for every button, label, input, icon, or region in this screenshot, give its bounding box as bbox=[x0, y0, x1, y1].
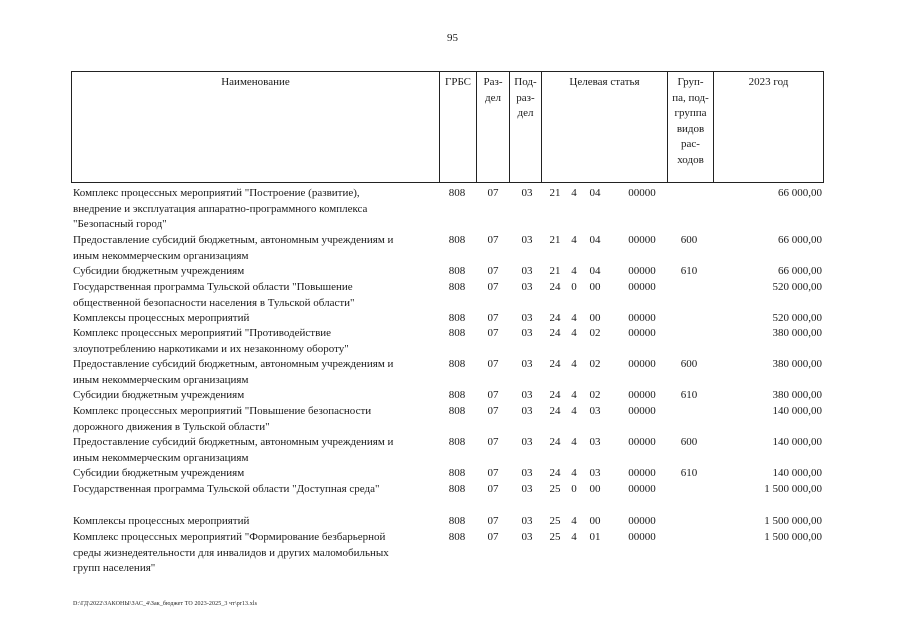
cell-name: Субсидии бюджетным учреждениям bbox=[73, 265, 245, 277]
cell-podr: 03 bbox=[521, 483, 533, 495]
cell-name: Комплекс процессных мероприятий "Повышение безопасности дорожного движения в Тульской области" bbox=[73, 405, 372, 433]
cell-sum: 140 000,00 bbox=[772, 467, 822, 479]
cell-cs4: 00000 bbox=[628, 515, 656, 527]
cell-cs3: 03 bbox=[589, 436, 601, 448]
cell-cs2: 4 bbox=[571, 234, 577, 246]
table-header bbox=[71, 71, 824, 183]
cell-cs2: 4 bbox=[571, 405, 577, 417]
cell-podr: 03 bbox=[521, 265, 533, 277]
cell-podr: 03 bbox=[521, 436, 533, 448]
cell-sum: 380 000,00 bbox=[772, 327, 822, 339]
cell-name: Комплекс процессных мероприятий "Построение (развитие), внедрение и эксплуатация аппаратно-программного комплекса "Безопасный город" bbox=[73, 187, 368, 230]
cell-sum: 380 000,00 bbox=[772, 358, 822, 370]
cell-name: Предоставление субсидий бюджетным, автономным учреждениям и иным некоммерческим организациям bbox=[73, 234, 394, 262]
cell-cs2: 4 bbox=[571, 265, 577, 277]
cell-cs1: 24 bbox=[549, 358, 561, 370]
cell-grbs: 808 bbox=[448, 389, 466, 401]
page-number: 95 bbox=[447, 32, 458, 44]
cell-sum: 380 000,00 bbox=[772, 389, 822, 401]
cell-sum: 66 000,00 bbox=[778, 234, 822, 246]
cell-grbs: 808 bbox=[448, 515, 466, 527]
cell-cs2: 4 bbox=[571, 436, 577, 448]
cell-cs4: 00000 bbox=[628, 327, 656, 339]
cell-podr: 03 bbox=[521, 187, 533, 199]
cell-razd: 07 bbox=[487, 234, 499, 246]
cell-cs3: 04 bbox=[589, 265, 601, 277]
cell-sum: 140 000,00 bbox=[772, 405, 822, 417]
cell-cs4: 00000 bbox=[628, 187, 656, 199]
cell-cs3: 00 bbox=[589, 515, 601, 527]
cell-razd: 07 bbox=[487, 405, 499, 417]
cell-sum: 1 500 000,00 bbox=[764, 531, 822, 543]
cell-cs1: 24 bbox=[549, 327, 561, 339]
cell-grbs: 808 bbox=[448, 405, 466, 417]
header-grbs: ГРБС bbox=[440, 72, 477, 182]
cell-vid: 600 bbox=[680, 234, 698, 246]
cell-cs1: 25 bbox=[549, 531, 561, 543]
cell-razd: 07 bbox=[487, 327, 499, 339]
cell-podr: 03 bbox=[521, 405, 533, 417]
cell-cs1: 24 bbox=[549, 281, 561, 293]
cell-grbs: 808 bbox=[448, 265, 466, 277]
cell-cs2: 0 bbox=[571, 281, 577, 293]
cell-cs2: 4 bbox=[571, 327, 577, 339]
cell-name: Государственная программа Тульской области "Повышение общественной безопасности населения в Тульской области" bbox=[73, 281, 355, 309]
cell-cs2: 4 bbox=[571, 467, 577, 479]
cell-name: Субсидии бюджетным учреждениям bbox=[73, 389, 245, 401]
cell-sum: 520 000,00 bbox=[772, 281, 822, 293]
cell-cs3: 01 bbox=[589, 531, 601, 543]
cell-razd: 07 bbox=[487, 531, 499, 543]
cell-cs4: 00000 bbox=[628, 312, 656, 324]
cell-cs4: 00000 bbox=[628, 281, 656, 293]
cell-name: Комплексы процессных мероприятий bbox=[73, 515, 250, 527]
cell-grbs: 808 bbox=[448, 436, 466, 448]
cell-name: Предоставление субсидий бюджетным, автономным учреждениям и иным некоммерческим организациям bbox=[73, 358, 394, 386]
cell-sum: 520 000,00 bbox=[772, 312, 822, 324]
cell-vid: 610 bbox=[680, 265, 698, 277]
cell-cs1: 21 bbox=[549, 265, 561, 277]
cell-cs1: 21 bbox=[549, 234, 561, 246]
cell-sum: 140 000,00 bbox=[772, 436, 822, 448]
header-target: Целевая статья bbox=[542, 72, 668, 182]
cell-razd: 07 bbox=[487, 436, 499, 448]
cell-razd: 07 bbox=[487, 187, 499, 199]
cell-grbs: 808 bbox=[448, 281, 466, 293]
cell-grbs: 808 bbox=[448, 327, 466, 339]
cell-cs3: 02 bbox=[589, 389, 601, 401]
cell-cs4: 00000 bbox=[628, 405, 656, 417]
cell-cs2: 4 bbox=[571, 389, 577, 401]
cell-cs3: 04 bbox=[589, 234, 601, 246]
cell-cs3: 04 bbox=[589, 187, 601, 199]
cell-cs2: 4 bbox=[571, 312, 577, 324]
cell-cs3: 03 bbox=[589, 405, 601, 417]
cell-grbs: 808 bbox=[448, 531, 466, 543]
cell-cs2: 4 bbox=[571, 531, 577, 543]
cell-grbs: 808 bbox=[448, 234, 466, 246]
cell-name: Государственная программа Тульской области "Доступная среда" bbox=[73, 483, 380, 495]
cell-vid: 600 bbox=[680, 358, 698, 370]
cell-cs4: 00000 bbox=[628, 467, 656, 479]
cell-cs1: 24 bbox=[549, 467, 561, 479]
cell-cs4: 00000 bbox=[628, 531, 656, 543]
cell-cs3: 00 bbox=[589, 483, 601, 495]
cell-name: Субсидии бюджетным учреждениям bbox=[73, 467, 245, 479]
cell-grbs: 808 bbox=[448, 467, 466, 479]
header-podrazdel: Под- раз- дел bbox=[510, 72, 542, 182]
cell-razd: 07 bbox=[487, 389, 499, 401]
cell-name: Комплекс процессных мероприятий "Формирование безбарьерной среды жизнедеятельности для инвалидов и других маломобильных групп населения" bbox=[73, 531, 389, 574]
cell-sum: 1 500 000,00 bbox=[764, 483, 822, 495]
cell-cs1: 24 bbox=[549, 436, 561, 448]
cell-podr: 03 bbox=[521, 327, 533, 339]
cell-podr: 03 bbox=[521, 389, 533, 401]
cell-cs1: 25 bbox=[549, 483, 561, 495]
cell-cs4: 00000 bbox=[628, 483, 656, 495]
cell-razd: 07 bbox=[487, 515, 499, 527]
cell-cs3: 03 bbox=[589, 467, 601, 479]
cell-vid: 610 bbox=[680, 467, 698, 479]
cell-cs3: 02 bbox=[589, 327, 601, 339]
cell-podr: 03 bbox=[521, 531, 533, 543]
cell-podr: 03 bbox=[521, 515, 533, 527]
cell-cs1: 24 bbox=[549, 389, 561, 401]
cell-cs4: 00000 bbox=[628, 389, 656, 401]
cell-name: Предоставление субсидий бюджетным, автономным учреждениям и иным некоммерческим организациям bbox=[73, 436, 394, 464]
cell-vid: 600 bbox=[680, 436, 698, 448]
header-year: 2023 год bbox=[748, 76, 789, 88]
cell-vid: 610 bbox=[680, 389, 698, 401]
footer-file-path: D:\ГД\2022\ЗАКОНЫ\ЗАС_4\Зак_бюджет ТО 2023-2025_3 чт\pr13.xls bbox=[73, 601, 258, 607]
header-vid: Груп- па, под- группа видов рас- ходов bbox=[668, 72, 714, 182]
cell-podr: 03 bbox=[521, 234, 533, 246]
cell-razd: 07 bbox=[487, 281, 499, 293]
cell-cs2: 0 bbox=[571, 483, 577, 495]
header-razdel: Раз- дел bbox=[477, 72, 510, 182]
cell-name: Комплекс процессных мероприятий "Противодействие злоупотреблению наркотиками и их незаконному обороту" bbox=[73, 327, 349, 355]
cell-grbs: 808 bbox=[448, 312, 466, 324]
cell-cs4: 00000 bbox=[628, 358, 656, 370]
cell-grbs: 808 bbox=[448, 187, 466, 199]
cell-podr: 03 bbox=[521, 358, 533, 370]
cell-podr: 03 bbox=[521, 281, 533, 293]
cell-sum: 66 000,00 bbox=[778, 265, 822, 277]
cell-cs1: 24 bbox=[549, 312, 561, 324]
cell-cs4: 00000 bbox=[628, 436, 656, 448]
header-name: Наименование bbox=[72, 72, 440, 182]
cell-cs4: 00000 bbox=[628, 234, 656, 246]
cell-cs3: 02 bbox=[589, 358, 601, 370]
cell-razd: 07 bbox=[487, 312, 499, 324]
cell-podr: 03 bbox=[521, 312, 533, 324]
cell-cs2: 4 bbox=[571, 187, 577, 199]
cell-podr: 03 bbox=[521, 467, 533, 479]
cell-grbs: 808 bbox=[448, 358, 466, 370]
cell-cs3: 00 bbox=[589, 281, 601, 293]
cell-cs3: 00 bbox=[589, 312, 601, 324]
cell-cs2: 4 bbox=[571, 515, 577, 527]
cell-razd: 07 bbox=[487, 265, 499, 277]
cell-grbs: 808 bbox=[448, 483, 466, 495]
cell-cs1: 24 bbox=[549, 405, 561, 417]
cell-razd: 07 bbox=[487, 358, 499, 370]
cell-cs4: 00000 bbox=[628, 265, 656, 277]
cell-name: Комплексы процессных мероприятий bbox=[73, 312, 250, 324]
cell-sum: 66 000,00 bbox=[778, 187, 822, 199]
cell-sum: 1 500 000,00 bbox=[764, 515, 822, 527]
cell-cs1: 25 bbox=[549, 515, 561, 527]
cell-razd: 07 bbox=[487, 467, 499, 479]
cell-cs2: 4 bbox=[571, 358, 577, 370]
cell-razd: 07 bbox=[487, 483, 499, 495]
cell-cs1: 21 bbox=[549, 187, 561, 199]
